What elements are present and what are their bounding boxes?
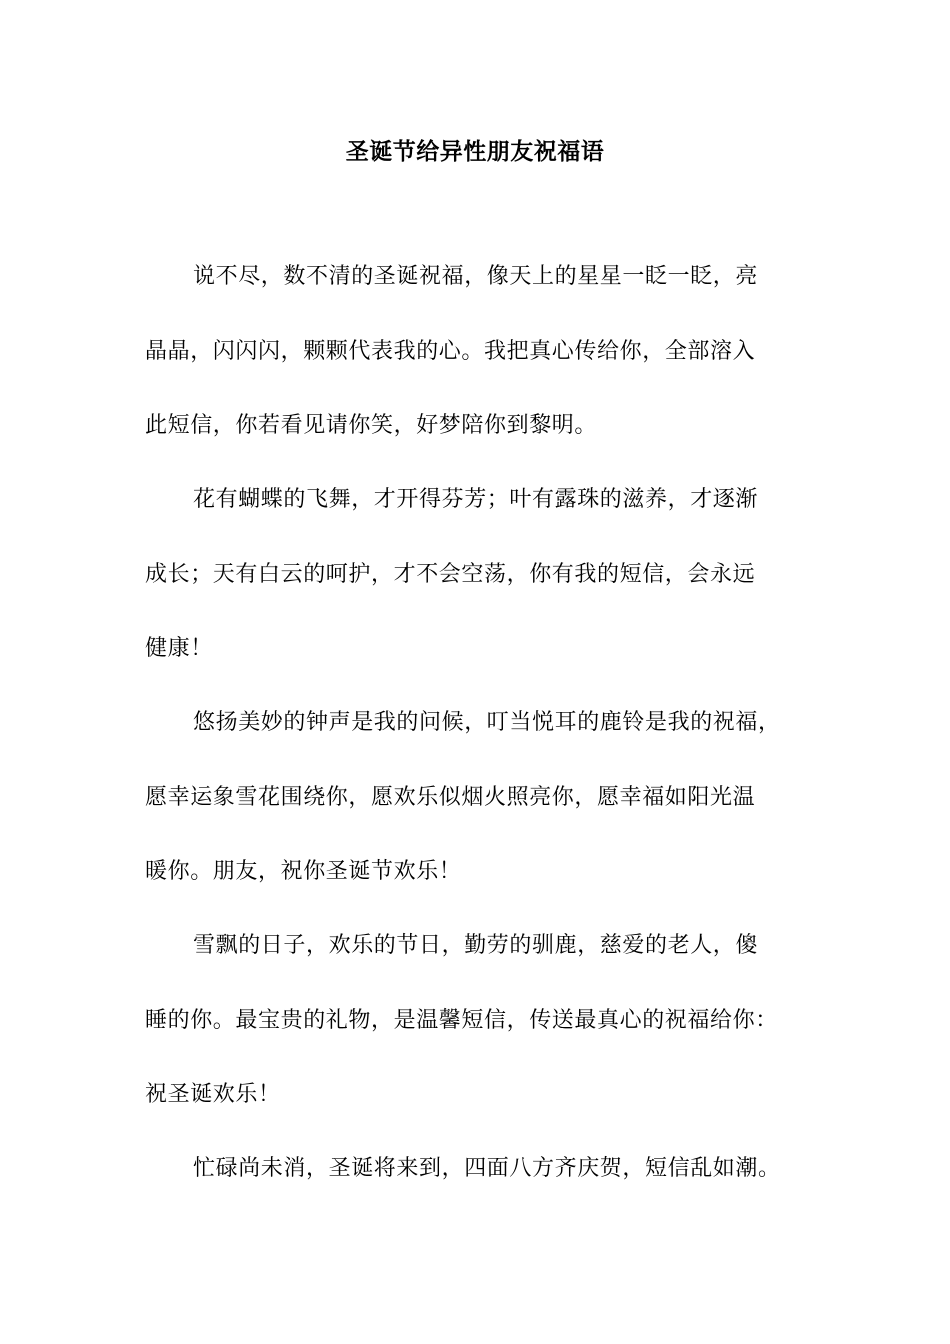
paragraph-1-line-3: 此短信，你若看见请你笑，好梦陪你到黎明。	[145, 413, 598, 438]
paragraph-3-line-3: 暖你。朋友，祝你圣诞节欢乐！	[145, 859, 462, 884]
document-title: 圣诞节给异性朋友祝福语	[345, 138, 605, 165]
paragraph-2-line-1: 花有蝴蝶的飞舞，才开得芬芳；叶有露珠的滋养，才逐渐	[193, 487, 759, 512]
paragraph-1-line-2: 晶晶，闪闪闪，颗颗代表我的心。我把真心传给你，全部溶入	[145, 339, 756, 364]
paragraph-1-line-1: 说不尽，数不清的圣诞祝福，像天上的星星一眨一眨，亮	[193, 264, 759, 289]
paragraph-3-line-2: 愿幸运象雪花围绕你，愿欢乐似烟火照亮你，愿幸福如阳光温	[145, 785, 756, 810]
paragraph-5-line-1: 忙碌尚未消，圣诞将来到，四面八方齐庆贺，短信乱如潮。	[193, 1156, 781, 1181]
paragraph-4-line-2: 睡的你。最宝贵的礼物，是温馨短信，传送最真心的祝福给你：	[145, 1008, 778, 1033]
paragraph-2-line-3: 健康！	[145, 636, 213, 661]
paragraph-2-line-2: 成长；天有白云的呵护，才不会空荡，你有我的短信，会永远	[145, 562, 756, 587]
paragraph-3-line-1: 悠扬美妙的钟声是我的问候，叮当悦耳的鹿铃是我的祝福，	[193, 710, 781, 735]
paragraph-4-line-1: 雪飘的日子，欢乐的节日，勤劳的驯鹿，慈爱的老人，傻	[193, 933, 759, 958]
paragraph-4-line-3: 祝圣诞欢乐！	[145, 1082, 281, 1107]
